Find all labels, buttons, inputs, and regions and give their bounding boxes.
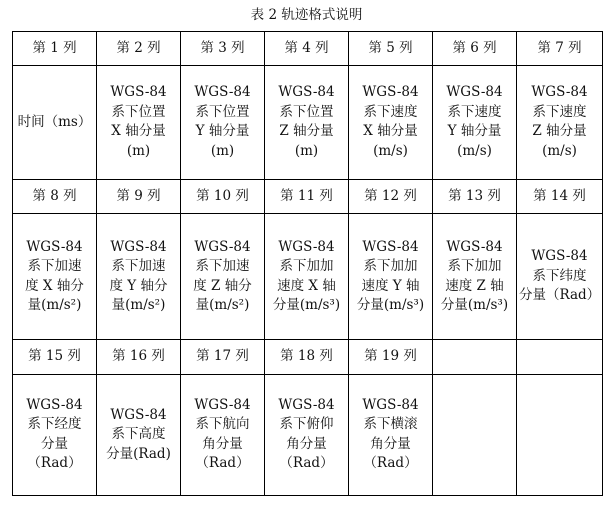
description-row — [13, 213, 603, 339]
column-header: 第 14 列 — [517, 179, 603, 213]
column-description: WGS-84 系下速度 Y 轴分量 (m/s) — [433, 66, 517, 179]
column-description: WGS-84 系下加速 度 Y 轴分 量(m/s²) — [97, 213, 181, 339]
column-header: 第 17 列 — [181, 340, 265, 374]
column-description: 时间（ms） — [13, 66, 97, 179]
column-description: WGS-84 系下纬度 分量（Rad） — [517, 213, 603, 339]
column-header: 第 19 列 — [349, 340, 433, 374]
column-description: WGS-84 系下加速 度 Z 轴分 量(m/s²) — [181, 213, 265, 339]
column-description: WGS-84 系下横滚 角分量 （Rad） — [349, 374, 433, 495]
column-header: 第 12 列 — [349, 179, 433, 213]
column-description: WGS-84 系下加加 速度 X 轴 分量(m/s³) — [265, 213, 349, 339]
column-description: WGS-84 系下俯仰 角分量 （Rad） — [265, 374, 349, 495]
column-header: 第 8 列 — [13, 179, 97, 213]
column-description: WGS-84 系下加加 速度 Y 轴 分量(m/s³) — [349, 213, 433, 339]
column-header: 第 3 列 — [181, 32, 265, 66]
column-description: WGS-84 系下位置 Y 轴分量 (m) — [181, 66, 265, 179]
header-row — [13, 32, 603, 66]
empty-cell — [517, 340, 603, 374]
trajectory-format-table — [12, 31, 603, 496]
column-description: WGS-84 系下速度 Z 轴分量 (m/s) — [517, 66, 603, 179]
column-header: 第 6 列 — [433, 32, 517, 66]
column-header: 第 18 列 — [265, 340, 349, 374]
column-header: 第 5 列 — [349, 32, 433, 66]
column-header: 第 1 列 — [13, 32, 97, 66]
column-header: 第 13 列 — [433, 179, 517, 213]
column-header: 第 16 列 — [97, 340, 181, 374]
column-header: 第 11 列 — [265, 179, 349, 213]
description-row — [13, 374, 603, 495]
column-header: 第 2 列 — [97, 32, 181, 66]
column-description: WGS-84 系下高度 分量(Rad) — [97, 374, 181, 495]
column-header: 第 4 列 — [265, 32, 349, 66]
empty-cell — [433, 340, 517, 374]
column-description: WGS-84 系下位置 X 轴分量 (m) — [97, 66, 181, 179]
header-row — [13, 340, 603, 374]
column-description: WGS-84 系下加加 速度 Z 轴 分量(m/s³) — [433, 213, 517, 339]
empty-cell — [433, 374, 517, 495]
column-description: WGS-84 系下速度 X 轴分量 (m/s) — [349, 66, 433, 179]
column-header: 第 9 列 — [97, 179, 181, 213]
column-header: 第 15 列 — [13, 340, 97, 374]
description-row — [13, 66, 603, 179]
column-description: WGS-84 系下航向 角分量 （Rad） — [181, 374, 265, 495]
column-header: 第 7 列 — [517, 32, 603, 66]
column-description: WGS-84 系下加速 度 X 轴分 量(m/s²) — [13, 213, 97, 339]
table-caption: 表 2 轨迹格式说明 — [250, 7, 363, 23]
empty-cell — [517, 374, 603, 495]
column-description: WGS-84 系下经度 分量 （Rad） — [13, 374, 97, 495]
column-description: WGS-84 系下位置 Z 轴分量 (m) — [265, 66, 349, 179]
header-row — [13, 179, 603, 213]
column-header: 第 10 列 — [181, 179, 265, 213]
